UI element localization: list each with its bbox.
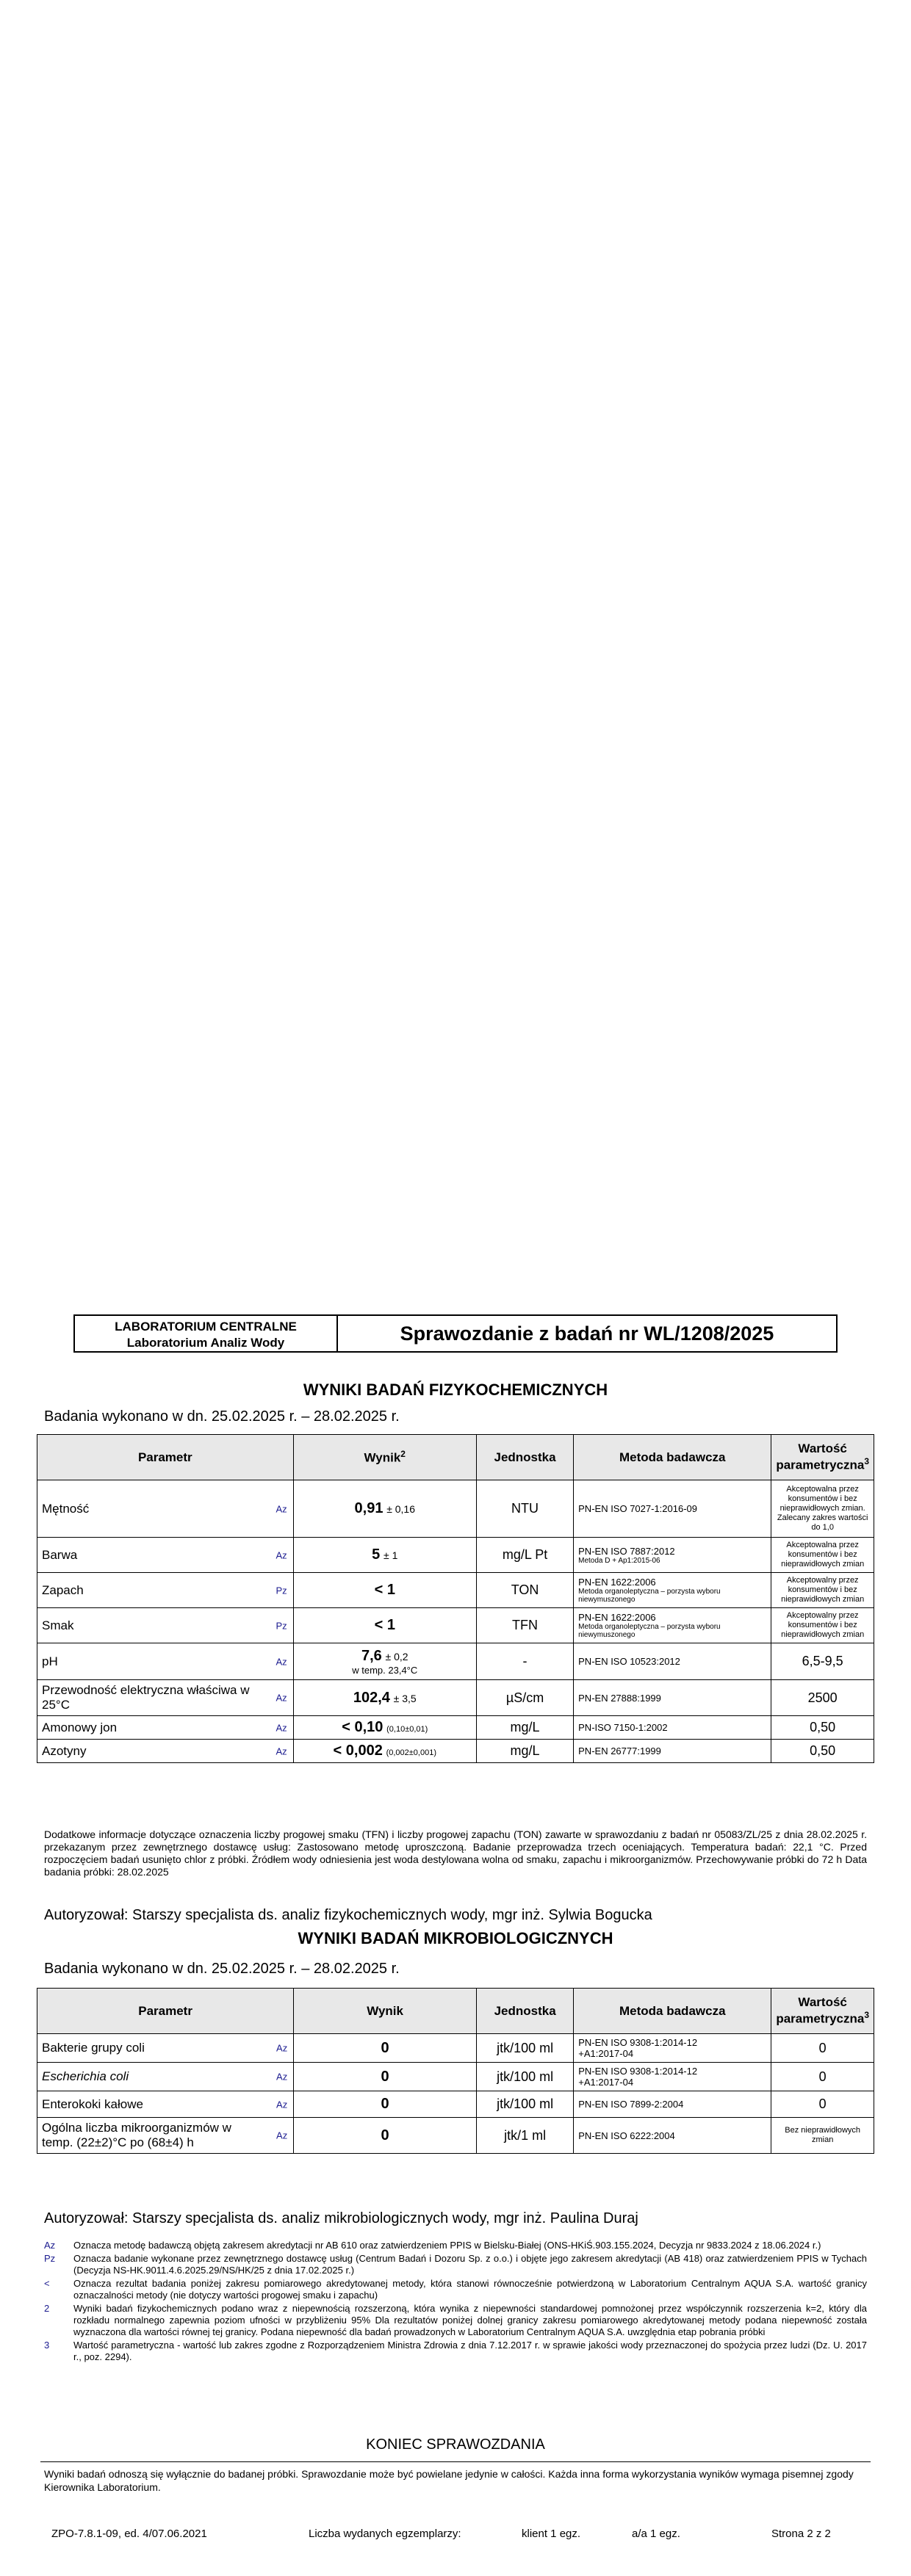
micro-results-table — [37, 1988, 874, 2154]
parametric-value: 2500 — [771, 1680, 874, 1716]
footer-rule-2 — [40, 2461, 871, 2462]
method: PN-EN ISO 10523:2012 — [574, 1643, 771, 1680]
legend-row: 3 Wartość parametryczna - wartość lub zakres zgodne z Rozporządzeniem Ministra Zdrowia z dnia 7.12.2017 r. w sprawie jakości wody przeznaczonej do spożycia przez ludzi (Dz. U. 2017 r., poz. 2294). — [44, 2340, 867, 2362]
param-name: Smak Pz — [37, 1608, 294, 1643]
table-row — [37, 1643, 874, 1680]
param-name: Enterokoki kałowe Az — [37, 2091, 294, 2118]
table-row — [37, 2118, 874, 2154]
unit: jtk/100 ml — [477, 2063, 574, 2091]
th-method: Metoda badawcza — [574, 1435, 771, 1480]
result-value: < 0,10 (0,10±0,01) — [293, 1716, 476, 1740]
table-row — [37, 1538, 874, 1573]
legend — [44, 2240, 867, 2365]
unit: mg/L — [476, 1716, 573, 1740]
phys-dates: Badania wykonano w dn. 25.02.2025 r. – 28.02.2025 r. — [44, 1408, 400, 1425]
result-value: 0,91 ± 0,16 — [293, 1480, 476, 1538]
phys-title: WYNIKI BADAŃ FIZYKOCHEMICZNYCH — [303, 1381, 608, 1399]
result-value: 5 ± 1 — [293, 1538, 476, 1573]
unit: NTU — [476, 1480, 573, 1538]
th-param-micro: Parametr — [37, 1989, 294, 2034]
method: PN-EN ISO 7027-1:2016-09 — [574, 1480, 771, 1538]
method: PN-EN 1622:2006 Metoda organoleptyczna – porzysta wyboru niewymuszonego — [574, 1608, 771, 1643]
method: PN-EN ISO 7899-2:2004 — [574, 2091, 771, 2118]
unit: mg/L Pt — [476, 1538, 573, 1573]
table-row — [37, 1573, 874, 1608]
method: PN-EN ISO 9308-1:2014-12 +A1:2017-04 — [574, 2034, 771, 2063]
table-row — [37, 1740, 874, 1763]
unit: mg/L — [476, 1740, 573, 1763]
parametric-value: 0 — [771, 2091, 874, 2118]
legend-row: < Oznacza rezultat badania poniżej zakresu pomiarowego akredytowanej metody, która stanowi równocześnie potwierdzoną w Laboratorium Centralnym AQUA S.A. wartość granicy oznaczalności metody (nie dotyczy wartości progowej smaku i zapachu) — [44, 2278, 867, 2301]
method: PN-ISO 7150-1:2002 — [574, 1716, 771, 1740]
param-name: Zapach Pz — [37, 1573, 294, 1608]
legend-row: Az Oznacza metodę badawczą objętą zakresem akredytacji nr AB 610 oraz zatwierdzeniem PPIS w Bielsku-Białej (ONS-HKiŚ.903.155.2024, Decyzja nr 9833.2024 z 18.06.2024 r.) — [44, 2240, 821, 2251]
param-name: Przewodność elektryczna właściwa w 25°C Az — [37, 1680, 294, 1716]
parametric-value: Akceptowalny przez konsumentów i bez nieprawidłowych zmian — [771, 1608, 874, 1643]
th-method-micro: Metoda badawcza — [574, 1989, 771, 2034]
method: PN-EN ISO 9308-1:2014-12 +A1:2017-04 — [574, 2063, 771, 2091]
method: PN-EN 27888:1999 — [574, 1680, 771, 1716]
phys-results-table — [37, 1434, 874, 1763]
disclaimer-2: Wyniki badań odnoszą się wyłącznie do badanej próbki. Sprawozdanie może być powielane jedynie w całości. Każda inna forma wykorzystania wyników wymaga pisemnej zgody Kierownika Laboratorium. — [44, 2468, 854, 2493]
unit: jtk/1 ml — [477, 2118, 574, 2154]
table-row — [37, 2091, 874, 2118]
result-value: < 0,002 (0,002±0,001) — [293, 1740, 476, 1763]
method: PN-EN ISO 6222:2004 — [574, 2118, 771, 2154]
micro-dates: Badania wykonano w dn. 25.02.2025 r. – 28.02.2025 r. — [44, 1961, 400, 1977]
parametric-value: 0 — [771, 2063, 874, 2091]
legend-row: Pz Oznacza badanie wykonane przez zewnętrznego dostawcę usług (Centrum Badań i Dozoru Sp. z o.o.) i objęte jego zakresem akredytacji (AB 418) oraz zatwierdzeniem PPIS w Tychach (Decyzja NS-HK.9011.4.6.2025.29/NS/HK/25 z dnia 17.02.2025 r.) — [44, 2253, 867, 2276]
param-name: Ogólna liczba mikroorganizmów w temp. (22±2)°C po (68±4) h Az — [37, 2118, 294, 2154]
th-param-value-micro: Wartość parametryczna$^3$ — [771, 1989, 874, 2034]
method: PN-EN 1622:2006 Metoda organoleptyczna – porzysta wyboru niewymuszonego — [574, 1573, 771, 1608]
th-unit-micro: Jednostka — [477, 1989, 574, 2034]
table-row — [37, 1480, 874, 1538]
report-header-box: Sprawozdanie z badań nr WL/1208/2025 — [338, 1314, 838, 1353]
parametric-value: Akceptowalna przez konsumentów i bez nieprawidłowych zmian — [771, 1538, 874, 1573]
unit: µS/cm — [476, 1680, 573, 1716]
parametric-value: 6,5-9,5 — [771, 1643, 874, 1680]
result-value: < 1 — [293, 1573, 476, 1608]
param-name: Azotyny Az — [37, 1740, 294, 1763]
parametric-value: Akceptowalny przez konsumentów i bez nieprawidłowych zmian — [771, 1573, 874, 1608]
method: PN-EN ISO 7887:2012 Metoda D + Ap1:2015-06 — [574, 1538, 771, 1573]
micro-title: WYNIKI BADAŃ MIKROBIOLOGICZNYCH — [298, 1929, 613, 1947]
unit: - — [476, 1643, 573, 1680]
result-value: 0 — [294, 2034, 477, 2063]
legend-row: 2 Wyniki badań fizykochemicznych podano wraz z niepewnością rozszerzoną, która wynika z niepewności standardowej pomnożonej przez współczynnik rozszerzenia k=2, który dla rozkładu normalnego zapewnia poziom ufności w przybliżeniu 95% Dla rezultatów poniżej dolnej granicy zakresu pomiarowego akredytowanej metody podana niepewność została wyznaczona dla wartości równej tej granicy. Podana niepewność dla badań prowadzonych w Laboratorium Centralnym AQUA S.A. uwzględnia etap pobrania próbki — [44, 2303, 867, 2337]
result-value: 102,4 ± 3,5 — [293, 1680, 476, 1716]
table-row — [37, 2063, 874, 2091]
unit: TON — [476, 1573, 573, 1608]
th-param-value: Wartość parametryczna$^3$ — [771, 1435, 874, 1480]
unit: jtk/100 ml — [477, 2091, 574, 2118]
result-value: 0 — [294, 2063, 477, 2091]
table-row — [37, 1680, 874, 1716]
parametric-value: Bez nieprawidłowych zmian — [771, 2118, 874, 2154]
phys-note: Dodatkowe informacje dotyczące oznaczenia liczby progowej smaku (TFN) i liczby progowej zapachu (TON) zawarte w sprawozdaniu z badań nr 05083/ZL/25 z dnia 28.02.2025 r. przekazanym przez zewnętrznego dostawcę usług: Zastosowano metodę uproszczoną. Badanie przeprowadza trzech oceniających. Temperatura badań: 22,1 °C. Przed rozpoczęciem badań usunięto chlor z próbki. Źródłem wody odniesienia jest woda destylowana wolna od smaku, zapachu i mikroorganizmów. Przechowywanie próbki do 72 h Data badania próbki: 28.02.2025 — [44, 1828, 867, 1878]
param-name: Amonowy jon Az — [37, 1716, 294, 1740]
result-value: < 1 — [293, 1608, 476, 1643]
micro-authorized: Autoryzował: Starszy specjalista ds. analiz mikrobiologicznych wody, mgr inż. Paulina Duraj — [44, 2210, 638, 2226]
result-value: 7,6 ± 0,2 w temp. 23,4°C — [293, 1643, 476, 1680]
param-name: Barwa Az — [37, 1538, 294, 1573]
th-unit: Jednostka — [476, 1435, 573, 1480]
parametric-value: 0 — [771, 2034, 874, 2063]
lab-header-box: LABORATORIUM CENTRALNE Laboratorium Analiz Wody — [73, 1314, 338, 1353]
param-name: Bakterie grupy coli Az — [37, 2034, 294, 2063]
parametric-value: 0,50 — [771, 1716, 874, 1740]
method: PN-EN 26777:1999 — [574, 1740, 771, 1763]
unit: jtk/100 ml — [477, 2034, 574, 2063]
param-name: Mętność Az — [37, 1480, 294, 1538]
table-row — [37, 2034, 874, 2063]
table-row — [37, 1608, 874, 1643]
end-of-report: KONIEC SPRAWOZDANIA — [366, 2436, 545, 2453]
th-result-micro: Wynik — [294, 1989, 477, 2034]
parametric-value: 0,50 — [771, 1740, 874, 1763]
param-name: pH Az — [37, 1643, 294, 1680]
unit: TFN — [476, 1608, 573, 1643]
param-name: Escherichia coli Az — [37, 2063, 294, 2091]
phys-authorized: Autoryzował: Starszy specjalista ds. analiz fizykochemicznych wody, mgr inż. Sylwia Bogucka — [44, 1907, 652, 1923]
th-result: Wynik$^2$ — [293, 1435, 476, 1480]
parametric-value: Akceptowalna przez konsumentów i bez nieprawidłowych zmian. Zalecany zakres wartości do 1,0 — [771, 1480, 874, 1538]
result-value: 0 — [294, 2118, 477, 2154]
result-value: 0 — [294, 2091, 477, 2118]
table-row — [37, 1716, 874, 1740]
th-param: Parametr — [37, 1435, 294, 1480]
